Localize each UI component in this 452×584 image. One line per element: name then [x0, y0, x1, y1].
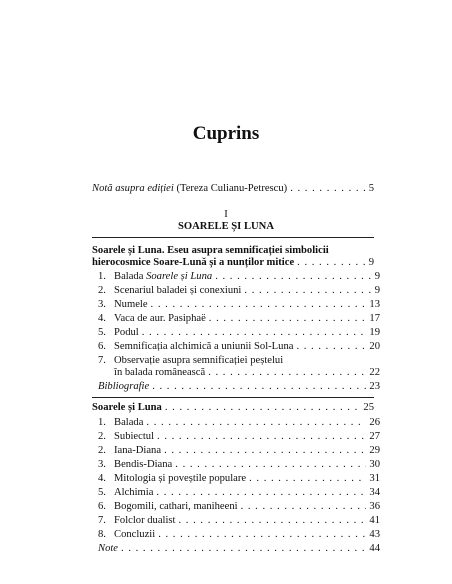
page-number: 13: [369, 299, 380, 310]
item-label: Scenariul baladei și conexiuni: [114, 285, 242, 296]
toc-entry-line1: [98, 355, 283, 367]
item-number: 4.: [98, 313, 106, 324]
toc-entry[interactable]: [92, 487, 380, 499]
page-number: 20: [369, 341, 380, 352]
toc-entry[interactable]: [92, 417, 380, 429]
toc-entry-bibliography[interactable]: [92, 381, 380, 393]
page-number: 5: [368, 183, 374, 194]
item-number: 3.: [98, 299, 106, 310]
page-number: 31: [369, 473, 380, 484]
leader-dots: [296, 341, 366, 353]
page-number: 9: [374, 271, 380, 282]
item-number: 8.: [98, 529, 106, 540]
page-number: 26: [369, 417, 380, 428]
page-number: 9: [368, 257, 374, 268]
item-number: 4.: [98, 473, 106, 484]
item-label: în balada românească: [114, 367, 206, 378]
page-number: 30: [369, 459, 380, 470]
page-number: 25: [363, 402, 374, 413]
leader-dots: [146, 417, 366, 429]
toc-entry[interactable]: [92, 285, 380, 297]
leader-dots: [142, 327, 367, 339]
page-number: 19: [369, 327, 380, 338]
toc-entry[interactable]: [92, 515, 380, 527]
toc-entry-section2[interactable]: [92, 402, 374, 414]
item-label: Alchimia: [114, 487, 154, 498]
leader-dots: [121, 543, 366, 555]
toc-entry[interactable]: [92, 341, 380, 353]
item-label: Balada: [114, 417, 144, 428]
item-label: Iana-Diana: [114, 445, 162, 456]
item-label: Semnificația alchimică a uniunii Sol-Luna: [114, 341, 294, 352]
item-number: 2.: [98, 285, 106, 296]
leader-dots: [244, 285, 371, 297]
item-label: Balada: [114, 271, 147, 282]
page-number: 34: [369, 487, 380, 498]
item-label: Subiectul: [114, 431, 155, 442]
leader-dots: [208, 367, 366, 379]
leader-dots: [151, 299, 367, 311]
item-number: 5.: [98, 487, 106, 498]
nota-italic: Notă asupra ediției: [92, 183, 174, 194]
toc-entry[interactable]: [92, 327, 380, 339]
toc-entry[interactable]: [92, 299, 380, 311]
toc-entry[interactable]: [92, 367, 380, 379]
item-label-italic: Soarele și Luna: [146, 271, 213, 282]
item-number: 2.: [98, 445, 106, 456]
leader-dots: [175, 459, 366, 471]
toc-entry-notes[interactable]: [92, 543, 380, 555]
leader-dots: [290, 183, 366, 195]
bibliography-label: Bibliografie: [98, 381, 150, 392]
item-label: Bendis-Diana: [114, 459, 173, 470]
page-number: 23: [369, 381, 380, 392]
item-label: Bogomili, cathari, maniheeni: [114, 501, 238, 512]
leader-dots: [297, 257, 366, 269]
item-number: 2.: [98, 431, 106, 442]
item-label: Podul: [114, 327, 139, 338]
item-label: Mitologia și poveștile populare: [114, 473, 247, 484]
part-title: SOARELE ȘI LUNA: [178, 221, 274, 232]
item-number: 3.: [98, 459, 106, 470]
item-number: 6.: [98, 341, 106, 352]
page-title: Cuprins: [192, 123, 260, 144]
part-number: I: [224, 209, 228, 220]
toc-entry[interactable]: [92, 501, 380, 513]
item-number: 5.: [98, 327, 106, 338]
page-number: 29: [369, 445, 380, 456]
leader-dots: [165, 402, 361, 414]
item-number: 6.: [98, 501, 106, 512]
page-number: 17: [369, 313, 380, 324]
item-label: Vaca de aur. Pasiphaë: [114, 313, 206, 324]
leader-dots: [164, 445, 366, 457]
essay-title-line1: Soarele și Luna. Eseu asupra semnificației simbolicii: [92, 245, 329, 256]
item-label: Observație asupra semnificației peștelui: [114, 355, 284, 366]
toc-entry[interactable]: [92, 473, 380, 485]
leader-dots: [152, 381, 366, 393]
divider: [92, 237, 374, 238]
toc-entry[interactable]: [92, 431, 380, 443]
leader-dots: [215, 271, 372, 283]
page-number: 44: [369, 543, 380, 554]
leader-dots: [179, 515, 367, 527]
page-number: 22: [369, 367, 380, 378]
toc-entry[interactable]: [92, 271, 380, 283]
item-label: Numele: [114, 299, 148, 310]
toc-entry[interactable]: [92, 313, 380, 325]
notes-label: Note: [98, 543, 119, 554]
divider: [92, 397, 374, 398]
page-number: 36: [369, 501, 380, 512]
page-number: 9: [374, 285, 380, 296]
page-number: 43: [369, 529, 380, 540]
item-label: Folclor dualist: [114, 515, 176, 526]
leader-dots: [241, 501, 367, 513]
page-number: 41: [369, 515, 380, 526]
leader-dots: [209, 313, 367, 325]
leader-dots: [249, 473, 366, 485]
essay-title-line2: hierocosmice Soare-Lună și a nunților mitice: [92, 257, 295, 268]
leader-dots: [156, 487, 366, 499]
toc-entry[interactable]: [92, 529, 380, 541]
nota-rest: (Tereza Culianu-Petrescu): [173, 183, 288, 194]
item-number: 1.: [98, 417, 106, 428]
page-number: 27: [369, 431, 380, 442]
toc-entry[interactable]: [92, 459, 380, 471]
item-number: 1.: [98, 271, 106, 282]
item-number: 7.: [98, 515, 106, 526]
item-number: 7.: [98, 355, 106, 366]
item-label: Concluzii: [114, 529, 156, 540]
leader-dots: [157, 431, 366, 443]
toc-entry-essay[interactable]: [92, 257, 374, 269]
toc-entry-nota[interactable]: [92, 183, 374, 195]
leader-dots: [158, 529, 366, 541]
toc-entry[interactable]: [92, 445, 380, 457]
section-title: Soarele și Luna: [92, 402, 162, 413]
